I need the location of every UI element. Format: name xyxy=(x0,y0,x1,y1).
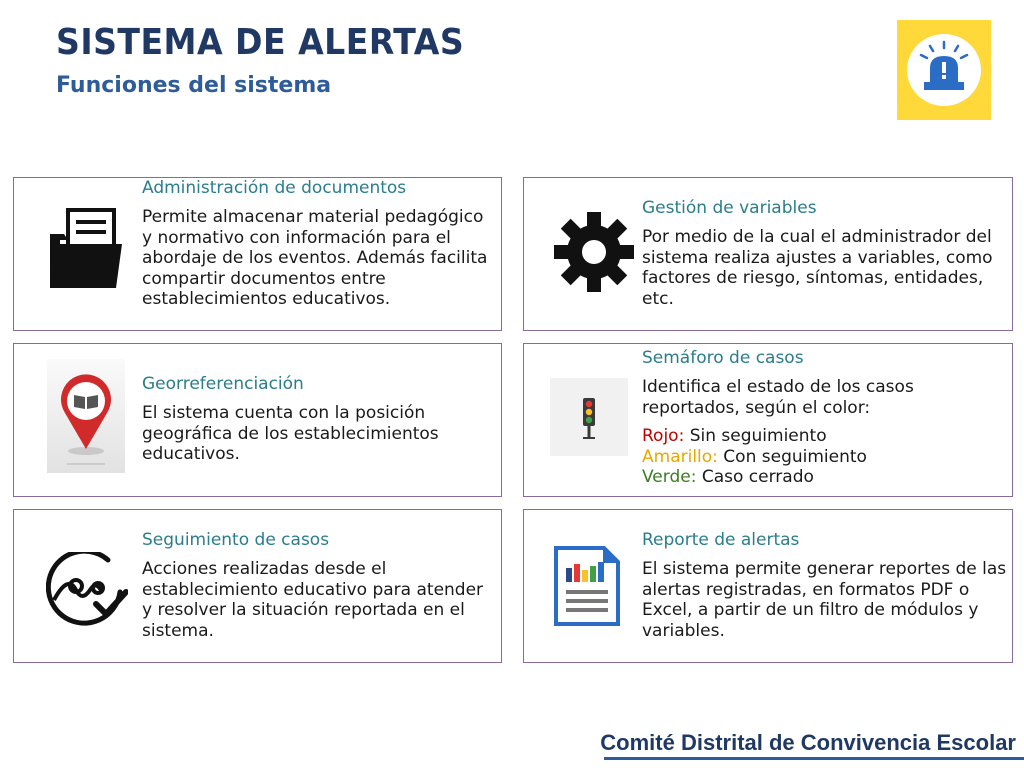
card-description: Acciones realizadas desde el establecimiento educativo para atender y resolver la situación reportada en el sistema. xyxy=(142,559,484,641)
card-alert-reports xyxy=(523,509,1013,663)
card-description: Identifica el estado de los casos reportados, según el color: xyxy=(642,377,914,418)
card-title: Gestión de variables xyxy=(642,198,817,218)
footer-committee-name: Comité Distrital de Convivencia Escolar xyxy=(600,730,1016,755)
report-document-icon xyxy=(554,546,620,626)
map-pin-book-icon xyxy=(47,359,125,473)
alert-siren-logo xyxy=(897,20,991,120)
gear-icon xyxy=(554,212,634,292)
folder-icon xyxy=(46,208,126,292)
card-description: El sistema cuenta con la posición geográfica de los establecimientos educativos. xyxy=(142,403,439,464)
legend-text: Caso cerrado xyxy=(696,467,814,487)
card-title: Semáforo de casos xyxy=(642,348,804,368)
legend-label: Rojo: xyxy=(642,426,685,446)
card-variable-management xyxy=(523,177,1013,331)
legend-item-green xyxy=(642,467,1008,488)
card-description: Por medio de la cual el administrador del sistema realiza ajustes a variables, como factores de riesgo, síntomas, entidades, etc. xyxy=(642,227,993,309)
color-legend xyxy=(642,426,1008,488)
traffic-light-icon xyxy=(550,378,628,456)
legend-label: Verde: xyxy=(642,467,697,487)
page-title: SISTEMA DE ALERTAS xyxy=(56,22,465,63)
page-subtitle: Funciones del sistema xyxy=(56,73,332,98)
card-description: El sistema permite generar reportes de las alertas registradas, en formatos PDF o Excel, a partir de un filtro de módulos y variables. xyxy=(642,559,1007,641)
card-case-traffic-light xyxy=(523,343,1013,497)
legend-item-red xyxy=(642,426,1008,447)
legend-text: Sin seguimiento xyxy=(684,426,827,446)
tracking-route-icon xyxy=(46,552,128,628)
card-title: Administración de documentos xyxy=(142,178,407,198)
footer-underline xyxy=(604,757,1024,760)
card-document-management xyxy=(13,177,502,331)
card-georeferencing xyxy=(13,343,502,497)
card-description: Permite almacenar material pedagógico y normativo con información para el abordaje de los eventos. Además facilita compartir documentos entre establecimientos educativos. xyxy=(142,207,488,309)
card-title: Georreferenciación xyxy=(142,374,304,394)
legend-item-yellow xyxy=(642,447,1008,468)
legend-label: Amarillo: xyxy=(642,446,718,467)
card-title: Reporte de alertas xyxy=(642,530,800,550)
card-title: Seguimiento de casos xyxy=(142,530,330,550)
siren-icon xyxy=(897,20,991,120)
card-case-tracking xyxy=(13,509,502,663)
legend-text: Con seguimiento xyxy=(717,446,867,467)
